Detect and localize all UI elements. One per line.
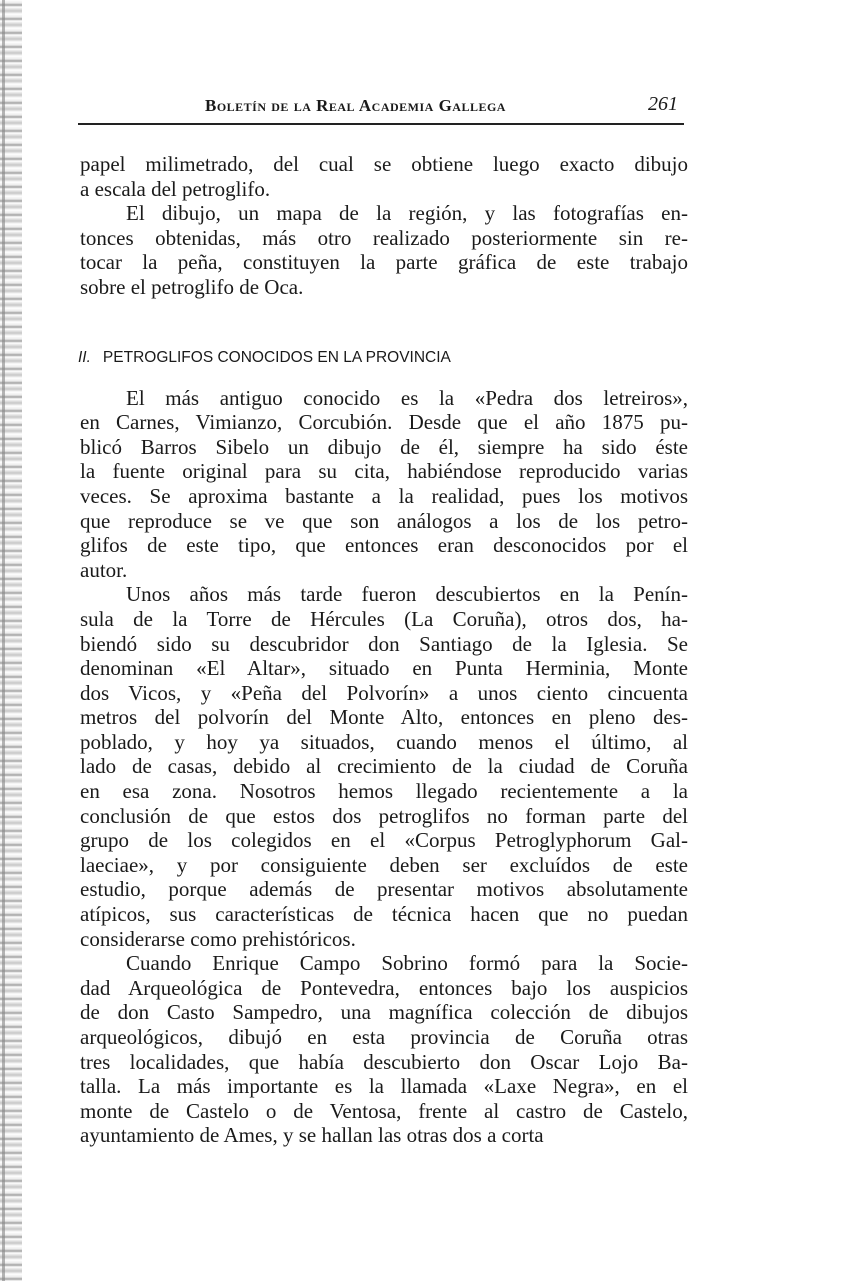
text-line: conclusión de que estos dos petroglifos no forman parte del [80, 803, 688, 828]
text-line: atípicos, sus características de técnica hacen que no puedan [80, 902, 688, 927]
paragraph [80, 951, 688, 1148]
text-line: veces. Se aproxima bastante a la realidad, pues los motivos [80, 483, 688, 508]
text-line: Cuando Enrique Campo Sobrino formó para la Socie- [126, 951, 688, 976]
text-line: sobre el petroglifo de Oca. [80, 274, 304, 299]
text-line: sula de la Torre de Hércules (La Coruña), otros dos, ha- [80, 606, 688, 631]
text-line: laeciae», y por consiguiente deben ser excluídos de este [80, 852, 688, 877]
text-line: en esa zona. Nosotros hemos llegado recientemente a la [80, 779, 688, 804]
text-line: en Carnes, Vimianzo, Corcubión. Desde que el año 1875 pu- [80, 410, 688, 435]
page-body [80, 152, 688, 1148]
section-title: PETROGLIFOS CONOCIDOS EN LA PROVINCIA [102, 348, 451, 366]
text-line: a escala del petroglifo. [80, 176, 271, 201]
scan-binding-edge [0, 0, 22, 1281]
paragraphs-before-heading [80, 152, 688, 300]
text-line: de don Casto Sampedro, una magnífica colección de dibujos [80, 1000, 688, 1025]
section-number: II. [78, 348, 91, 366]
text-line: papel milimetrado, del cual se obtiene luego exacto dibujo [80, 152, 688, 176]
text-line: tonces obtenidas, más otro realizado posteriormente sin re- [80, 225, 688, 250]
paragraphs-after-heading [80, 386, 688, 1148]
text-line: lado de casas, debido al crecimiento de la ciudad de Coruña [80, 754, 688, 779]
text-line: blicó Barros Sibelo un dibujo de él, siempre ha sido éste [80, 434, 688, 459]
text-line: biendó sido su descubridor don Santiago de la Iglesia. Se [80, 631, 688, 656]
paragraph [80, 201, 688, 299]
text-line: El dibujo, un mapa de la región, y las fotografías en- [126, 201, 688, 226]
text-line: dos Vicos, y «Peña del Polvorín» a unos ciento cincuenta [80, 680, 688, 705]
text-line: estudio, porque además de presentar motivos absolutamente [80, 877, 688, 902]
text-line: arqueológicos, dibujó en esta provincia de Coruña otras [80, 1025, 688, 1049]
text-line: tres localidades, que había descubierto don Oscar Lojo Ba- [80, 1049, 688, 1074]
header-rule [78, 123, 684, 125]
text-line: glifos de este tipo, que entonces eran desconocidos por el [80, 533, 688, 558]
text-line: El más antiguo conocido es la «Pedra dos letreiros», [126, 385, 688, 410]
section-heading [78, 346, 688, 370]
text-line: Unos años más tarde fueron descubiertos en la Penín- [126, 582, 688, 607]
text-line: considerarse como prehistóricos. [80, 926, 356, 951]
text-line: dad Arqueológica de Pontevedra, entonces bajo los auspicios [80, 975, 688, 1000]
page-header [80, 93, 690, 123]
text-line: metros del polvorín del Monte Alto, entonces en pleno des- [80, 705, 688, 730]
text-line: grupo de los colegidos en el «Corpus Petroglyphorum Gal- [80, 828, 688, 853]
page-number: 261 [648, 93, 678, 115]
text-line: la fuente original para su cita, habiéndose reproducido varias [80, 459, 688, 484]
paragraph [80, 386, 688, 583]
paragraph [80, 152, 688, 201]
text-line: autor. [80, 557, 128, 582]
text-line: talla. La más importante es la llamada «Laxe Negra», en el [80, 1074, 688, 1099]
paragraph [80, 582, 688, 951]
text-line: tocar la peña, constituyen la parte gráfica de este trabajo [80, 250, 688, 275]
text-line: poblado, y hoy ya situados, cuando menos el último, al [80, 729, 688, 754]
text-line: monte de Castelo o de Ventosa, frente al castro de Castelo, [80, 1098, 688, 1123]
text-line: ayuntamiento de Ames, y se hallan las otras dos a corta [80, 1123, 544, 1148]
text-line: denominan «El Altar», situado en Punta Herminia, Monte [80, 656, 688, 681]
text-line: que reproduce se ve que son análogos a los de los petro- [80, 508, 688, 533]
running-title: Boletín de la Real Academia Gallega [205, 96, 506, 115]
